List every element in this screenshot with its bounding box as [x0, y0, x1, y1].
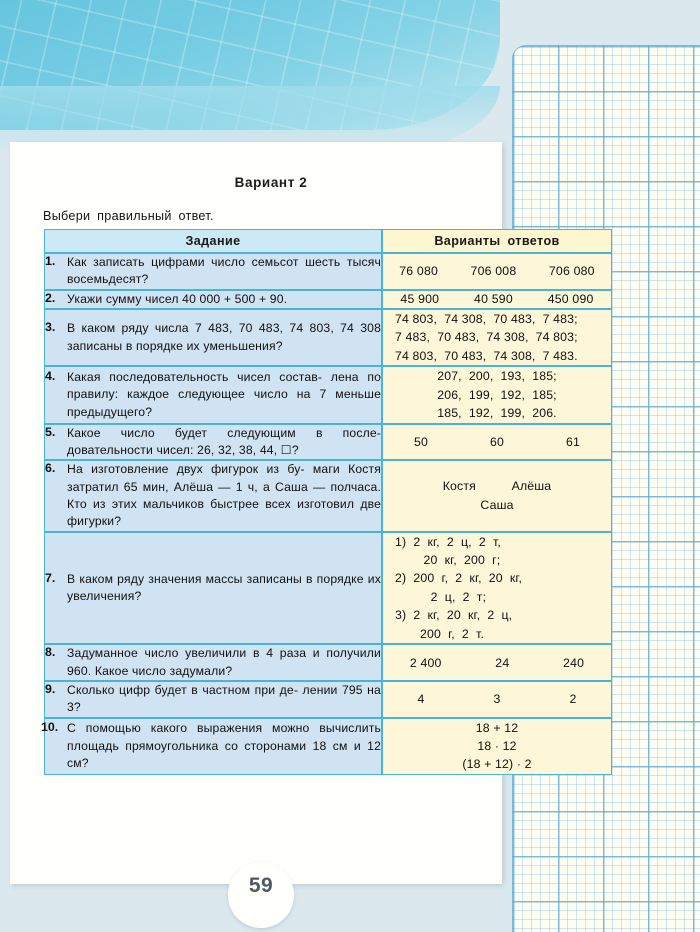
task-cell [41, 718, 382, 775]
answer-cell [382, 424, 612, 461]
table-row [44, 532, 612, 645]
task-cell [44, 309, 382, 366]
answer-option[interactable]: 240 [563, 655, 585, 670]
table-row [44, 681, 612, 718]
question-text: Сколько цифр будет в частном при де- лении 795 на 3? [67, 682, 381, 715]
page-content [10, 142, 502, 223]
answer-cell [382, 309, 612, 366]
question-number: 4. [45, 368, 56, 383]
question-number: 1. [45, 254, 56, 268]
answer-options [383, 656, 611, 670]
answer-option[interactable]: 40 590 [474, 292, 513, 307]
answer-option[interactable]: 1) 2 кг, 2 ц, 2 т, [395, 534, 501, 549]
answer-option[interactable]: 200 г, 2 т. [395, 626, 485, 641]
answer-options [383, 264, 611, 278]
question-text: В каком ряду числа 7 483, 70 483, 74 803, 74 308 записаны в порядке их уменьшения? [67, 321, 381, 353]
answer-option[interactable]: 2 ц, 2 т; [395, 589, 487, 604]
table-row [44, 253, 612, 290]
answer-option[interactable]: 45 900 [400, 292, 440, 307]
answer-option[interactable]: 185, 192, 199, 206. [437, 406, 557, 421]
question-number: 8. [45, 645, 56, 660]
task-cell [44, 290, 382, 309]
answer-option[interactable]: Костя Алёша [442, 479, 552, 494]
answer-option[interactable]: 61 [565, 434, 581, 449]
table-header [44, 229, 612, 253]
answer-option[interactable]: 2 400 [409, 655, 442, 670]
task-cell [44, 681, 382, 718]
question-number: 3. [45, 320, 56, 335]
answer-option[interactable]: 450 090 [547, 292, 594, 307]
answer-cell [382, 681, 612, 718]
answer-option[interactable]: 76 080 [399, 264, 439, 279]
task-cell [44, 366, 382, 423]
answer-cell [382, 366, 612, 423]
question-number: 7. [45, 570, 56, 585]
question-number: 9. [45, 681, 56, 696]
answer-option[interactable]: 706 080 [548, 264, 595, 279]
table-row [44, 460, 612, 531]
answer-cell [382, 532, 612, 645]
answer-option[interactable]: 4 [417, 692, 425, 707]
table-row [44, 718, 612, 775]
answer-option[interactable]: 18 · 12 [477, 738, 517, 753]
table-row [44, 366, 612, 423]
answer-option[interactable]: 2 [569, 692, 577, 707]
answer-option[interactable]: (18 + 12) · 2 [462, 757, 532, 772]
task-cell [44, 424, 382, 461]
question-number: 6. [45, 461, 56, 476]
page-number-badge [228, 862, 294, 928]
answer-option[interactable]: 74 803, 70 483, 74 308, 7 483. [395, 348, 578, 363]
question-text: Как записать цифрами число семьсот шесть тысяч восемьдесят? [67, 255, 381, 287]
table-header-row [44, 229, 612, 253]
answer-option[interactable]: 3) 2 кг, 20 кг, 2 ц, [395, 608, 513, 623]
question-text: На изготовление двух фигурок из бу- маги Костя затратил 65 мин, Алёша — 1 ч, а Саша — полчаса. Кто из этих мальчиков быстрее всех изготовил две фигурки? [67, 462, 381, 529]
task-cell [44, 253, 382, 290]
task-cell [44, 460, 382, 531]
answer-option[interactable]: Саша [480, 497, 514, 512]
instruction-text: Выбери правильный ответ. [43, 209, 214, 223]
answer-option[interactable]: 207, 200, 193, 185; [437, 369, 557, 384]
quiz-table [41, 229, 612, 775]
question-text: С помощью какого выражения можно вычислить площадь прямоугольника со сторонами 18 см и 12 см? [67, 721, 381, 770]
answer-option[interactable]: 7 483, 70 483, 74 308, 74 803; [395, 330, 578, 345]
answer-option[interactable]: 24 [495, 655, 510, 670]
question-number: 2. [45, 290, 56, 305]
table-row [44, 290, 612, 309]
table-row [44, 424, 612, 461]
answer-options [383, 435, 611, 449]
answer-option[interactable]: 20 кг, 200 г; [395, 553, 501, 568]
table-row [44, 644, 612, 681]
answer-option[interactable]: 206, 199, 192, 185; [437, 387, 557, 402]
page-number: 59 [248, 874, 274, 897]
answer-option[interactable]: 706 008 [470, 264, 517, 279]
answer-cell [382, 644, 612, 681]
question-text: В каком ряду значения массы записаны в порядке их увеличения? [67, 571, 381, 603]
question-number: 5. [45, 424, 56, 439]
question-text: Какая последовательность чисел состав- лена по правилу: каждое следующее число на 7 меньше предыдущего? [67, 369, 381, 419]
answer-cell [382, 460, 612, 531]
page-title: Вариант 2 [234, 175, 308, 190]
column-header-task: Задание [44, 229, 382, 253]
answer-option[interactable]: 18 + 12 [475, 720, 519, 735]
answer-cell [382, 718, 612, 775]
table-row [44, 309, 612, 366]
question-text: Какое число будет следующим в после- довательности чисел: 26, 32, 38, 44, ☐? [67, 425, 381, 457]
answer-option[interactable]: 3 [493, 692, 501, 707]
column-header-answers: Варианты ответов [382, 229, 612, 253]
answer-options [383, 292, 611, 306]
table-body [41, 253, 612, 775]
answer-cell [382, 253, 612, 290]
answer-options [383, 692, 611, 706]
question-text: Укажи сумму чисел 40 000 + 500 + 90. [67, 291, 288, 306]
answer-option[interactable]: 2) 200 г, 2 кг, 20 кг, [395, 571, 523, 586]
question-text: Задуманное число увеличили в 4 раза и получили 960. Какое число задумали? [67, 646, 381, 678]
question-number: 10. [41, 720, 59, 735]
answer-option[interactable]: 60 [489, 434, 505, 449]
answer-option[interactable]: 74 803, 74 308, 70 483, 7 483; [395, 311, 578, 326]
answer-cell [382, 290, 612, 309]
answer-option[interactable]: 50 [413, 434, 429, 449]
task-cell [44, 644, 382, 681]
task-cell [44, 532, 382, 645]
